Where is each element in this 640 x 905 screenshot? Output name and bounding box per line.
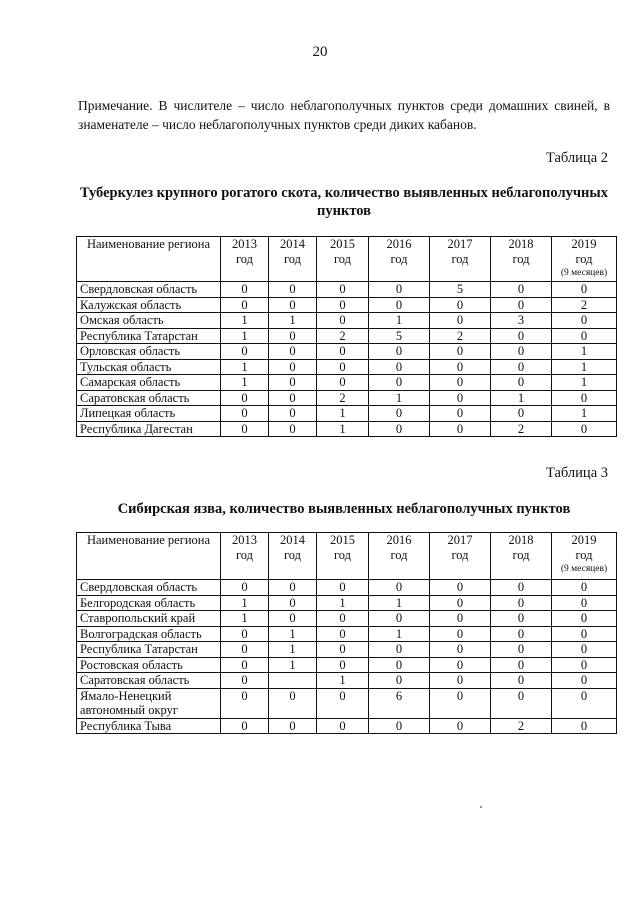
value-cell: 0 (491, 580, 552, 596)
value-cell: 0 (221, 282, 269, 298)
table3-header-region: Наименование региона (77, 533, 221, 580)
year-label: 2014 (280, 533, 305, 547)
value-cell: 0 (317, 642, 369, 658)
year-label: 2013 (232, 237, 257, 251)
value-cell: 0 (369, 375, 430, 391)
value-cell: 0 (221, 718, 269, 734)
table-row (77, 595, 617, 611)
table-row (77, 580, 617, 596)
value-cell: 0 (269, 580, 317, 596)
region-cell: Орловская область (77, 344, 221, 360)
region-cell: Белгородская область (77, 595, 221, 611)
value-cell: 0 (269, 611, 317, 627)
year-label: 2016 (386, 533, 412, 547)
table-row (77, 688, 617, 718)
value-cell: 1 (369, 313, 430, 329)
value-cell: 0 (221, 406, 269, 422)
value-cell: 0 (369, 421, 430, 437)
value-cell: 0 (269, 406, 317, 422)
value-cell: 0 (491, 642, 552, 658)
region-cell: Саратовская область (77, 673, 221, 689)
value-cell: 0 (269, 718, 317, 734)
value-cell: 1 (221, 328, 269, 344)
value-cell (269, 673, 317, 689)
table2-header-row (77, 237, 617, 282)
value-cell: 0 (430, 344, 491, 360)
value-cell: 0 (317, 297, 369, 313)
value-cell: 0 (491, 657, 552, 673)
table2-header-year (369, 237, 430, 282)
table2-header-year (430, 237, 491, 282)
year-label: 2013 (232, 533, 257, 547)
value-cell: 0 (369, 297, 430, 313)
value-cell: 1 (317, 673, 369, 689)
value-cell: 0 (369, 718, 430, 734)
value-cell: 0 (369, 359, 430, 375)
table2-label: Таблица 2 (545, 150, 608, 166)
value-cell: 0 (491, 328, 552, 344)
value-cell: 0 (317, 375, 369, 391)
page-number: 20 (312, 44, 328, 60)
value-cell: 0 (317, 580, 369, 596)
unit-label: год (575, 252, 593, 266)
value-cell: 0 (369, 642, 430, 658)
region-cell: Свердловская область (77, 580, 221, 596)
unit-label: год (333, 252, 352, 266)
value-cell: 0 (221, 626, 269, 642)
year-label: 2014 (280, 237, 305, 251)
unit-label: год (451, 548, 469, 562)
value-cell: 0 (552, 313, 617, 329)
value-cell: 0 (221, 642, 269, 658)
value-cell: 0 (430, 421, 491, 437)
table-row (77, 642, 617, 658)
value-cell: 0 (430, 657, 491, 673)
value-cell: 1 (269, 313, 317, 329)
table3-header-year (369, 533, 430, 580)
value-cell: 1 (552, 406, 617, 422)
note-paragraph: Примечание. В числителе – число неблагополучных пунктов среди домашних свиней, в знаменателе – число неблагополучных пунктов среди диких кабанов. (78, 98, 610, 132)
unit-label: год (390, 548, 408, 562)
value-cell: 0 (269, 595, 317, 611)
value-cell: 0 (269, 421, 317, 437)
value-cell: 0 (269, 359, 317, 375)
value-cell: 0 (552, 595, 617, 611)
value-cell: 0 (491, 595, 552, 611)
scan-speck (480, 806, 482, 808)
table2-header-year (317, 237, 369, 282)
value-cell: 0 (430, 359, 491, 375)
value-cell: 0 (317, 626, 369, 642)
table-row (77, 313, 617, 329)
value-cell: 0 (552, 657, 617, 673)
unit-label: год (333, 548, 352, 562)
region-cell: Ставропольский край (77, 611, 221, 627)
year-label: 2017 (447, 533, 473, 547)
table3-header-year (491, 533, 552, 580)
value-cell: 0 (430, 626, 491, 642)
year-label: 2019 (571, 533, 597, 547)
value-cell: 1 (221, 375, 269, 391)
value-cell: 1 (369, 390, 430, 406)
value-cell: 0 (430, 580, 491, 596)
table-row (77, 328, 617, 344)
table-row (77, 673, 617, 689)
value-cell: 0 (369, 406, 430, 422)
unit-label: год (451, 252, 469, 266)
region-cell: Республика Тыва (77, 718, 221, 734)
value-cell: 0 (430, 375, 491, 391)
table-row (77, 657, 617, 673)
value-cell: 0 (317, 718, 369, 734)
value-cell: 0 (491, 406, 552, 422)
value-cell: 1 (221, 313, 269, 329)
table3-header-year (552, 533, 617, 580)
value-cell: 0 (430, 595, 491, 611)
value-cell: 0 (221, 297, 269, 313)
value-cell: 1 (317, 595, 369, 611)
value-cell: 0 (317, 688, 369, 718)
value-cell: 0 (269, 375, 317, 391)
value-cell: 1 (221, 359, 269, 375)
table-row (77, 344, 617, 360)
value-cell: 0 (221, 421, 269, 437)
unit-label: год (575, 548, 593, 562)
value-cell: 2 (491, 421, 552, 437)
table-row (77, 421, 617, 437)
table2-header-year (269, 237, 317, 282)
value-cell: 0 (317, 611, 369, 627)
value-cell: 1 (552, 375, 617, 391)
value-cell: 0 (491, 626, 552, 642)
value-cell: 0 (491, 688, 552, 718)
value-cell: 0 (317, 344, 369, 360)
unit-label: год (512, 252, 530, 266)
value-cell: 0 (491, 375, 552, 391)
value-cell: 1 (369, 595, 430, 611)
table2 (76, 236, 617, 437)
value-cell: 0 (430, 642, 491, 658)
region-cell: Республика Татарстан (77, 642, 221, 658)
value-cell: 0 (491, 359, 552, 375)
value-cell: 0 (491, 611, 552, 627)
region-cell: Республика Дагестан (77, 421, 221, 437)
region-cell: Ямало-Ненецкий автономный округ (77, 688, 221, 718)
year-label: 2015 (330, 533, 355, 547)
value-cell: 0 (552, 328, 617, 344)
unit-label: год (390, 252, 408, 266)
value-cell: 1 (221, 595, 269, 611)
region-cell: Ростовская область (77, 657, 221, 673)
value-cell: 1 (269, 657, 317, 673)
value-cell: 0 (369, 580, 430, 596)
value-cell: 0 (430, 688, 491, 718)
table-row (77, 406, 617, 422)
value-cell: 2 (430, 328, 491, 344)
region-cell: Саратовская область (77, 390, 221, 406)
table3-header-year (221, 533, 269, 580)
value-cell: 0 (369, 344, 430, 360)
nine-months-note: (9 месяцев) (560, 268, 608, 278)
value-cell: 0 (491, 673, 552, 689)
table3-header-year (430, 533, 491, 580)
region-cell: Свердловская область (77, 282, 221, 298)
value-cell: 1 (221, 611, 269, 627)
unit-label: год (235, 252, 254, 266)
table-row (77, 611, 617, 627)
region-cell: Липецкая область (77, 406, 221, 422)
table-row (77, 718, 617, 734)
value-cell: 0 (221, 688, 269, 718)
value-cell: 0 (430, 313, 491, 329)
value-cell: 0 (491, 297, 552, 313)
value-cell: 0 (369, 673, 430, 689)
value-cell: 0 (269, 282, 317, 298)
value-cell: 0 (430, 611, 491, 627)
value-cell: 0 (221, 390, 269, 406)
value-cell: 0 (552, 688, 617, 718)
value-cell: 0 (430, 297, 491, 313)
region-cell: Самарская область (77, 375, 221, 391)
year-label: 2017 (447, 237, 473, 251)
value-cell: 3 (491, 313, 552, 329)
value-cell: 0 (552, 673, 617, 689)
table3-header-year (269, 533, 317, 580)
unit-label: год (512, 548, 530, 562)
value-cell: 0 (552, 421, 617, 437)
value-cell: 2 (552, 297, 617, 313)
table2-title: Туберкулез крупного рогатого скота, количество выявленных неблагополучных пунктов (80, 185, 608, 219)
region-cell: Тульская область (77, 359, 221, 375)
value-cell: 1 (317, 421, 369, 437)
value-cell: 2 (317, 328, 369, 344)
table-row (77, 297, 617, 313)
value-cell: 0 (221, 344, 269, 360)
value-cell: 1 (269, 626, 317, 642)
table3 (76, 532, 617, 734)
table-row (77, 626, 617, 642)
region-cell: Омская область (77, 313, 221, 329)
value-cell: 0 (269, 328, 317, 344)
value-cell: 0 (552, 626, 617, 642)
value-cell: 1 (269, 642, 317, 658)
value-cell: 0 (430, 718, 491, 734)
region-cell: Калужская область (77, 297, 221, 313)
value-cell: 0 (317, 282, 369, 298)
table3-header-row (77, 533, 617, 580)
value-cell: 1 (552, 359, 617, 375)
value-cell: 0 (430, 673, 491, 689)
table3-title: Сибирская язва, количество выявленных неблагополучных пунктов (117, 501, 571, 517)
nine-months-note: (9 месяцев) (560, 564, 608, 574)
value-cell: 0 (430, 390, 491, 406)
value-cell: 2 (317, 390, 369, 406)
table2-header-year (491, 237, 552, 282)
region-cell: Республика Татарстан (77, 328, 221, 344)
table-row (77, 375, 617, 391)
value-cell: 1 (369, 626, 430, 642)
table3-header-year (317, 533, 369, 580)
table-row (77, 359, 617, 375)
table3-label: Таблица 3 (545, 465, 608, 481)
value-cell: 0 (430, 406, 491, 422)
value-cell: 5 (430, 282, 491, 298)
value-cell: 0 (552, 611, 617, 627)
value-cell: 0 (317, 359, 369, 375)
value-cell: 0 (269, 688, 317, 718)
value-cell: 0 (552, 282, 617, 298)
table2-header-year (552, 237, 617, 282)
value-cell: 0 (269, 297, 317, 313)
unit-label: год (235, 548, 254, 562)
table-row (77, 282, 617, 298)
value-cell: 0 (269, 390, 317, 406)
year-label: 2016 (386, 237, 412, 251)
year-label: 2018 (508, 237, 534, 251)
table-row (77, 390, 617, 406)
value-cell: 0 (369, 657, 430, 673)
value-cell: 0 (552, 718, 617, 734)
value-cell: 0 (369, 282, 430, 298)
year-label: 2018 (508, 533, 534, 547)
value-cell: 1 (491, 390, 552, 406)
value-cell: 0 (552, 580, 617, 596)
year-label: 2019 (571, 237, 597, 251)
value-cell: 0 (269, 344, 317, 360)
value-cell: 0 (317, 657, 369, 673)
region-cell: Волгоградская область (77, 626, 221, 642)
value-cell: 6 (369, 688, 430, 718)
value-cell: 2 (491, 718, 552, 734)
value-cell: 5 (369, 328, 430, 344)
table2-header-region: Наименование региона (77, 237, 221, 282)
unit-label: год (283, 252, 302, 266)
value-cell: 0 (491, 344, 552, 360)
value-cell: 0 (552, 642, 617, 658)
value-cell: 1 (317, 406, 369, 422)
year-label: 2015 (330, 237, 355, 251)
value-cell: 0 (221, 673, 269, 689)
value-cell: 1 (552, 344, 617, 360)
value-cell: 0 (369, 611, 430, 627)
value-cell: 0 (221, 657, 269, 673)
value-cell: 0 (491, 282, 552, 298)
value-cell: 0 (221, 580, 269, 596)
unit-label: год (283, 548, 302, 562)
value-cell: 0 (317, 313, 369, 329)
table2-header-year (221, 237, 269, 282)
value-cell: 0 (552, 390, 617, 406)
